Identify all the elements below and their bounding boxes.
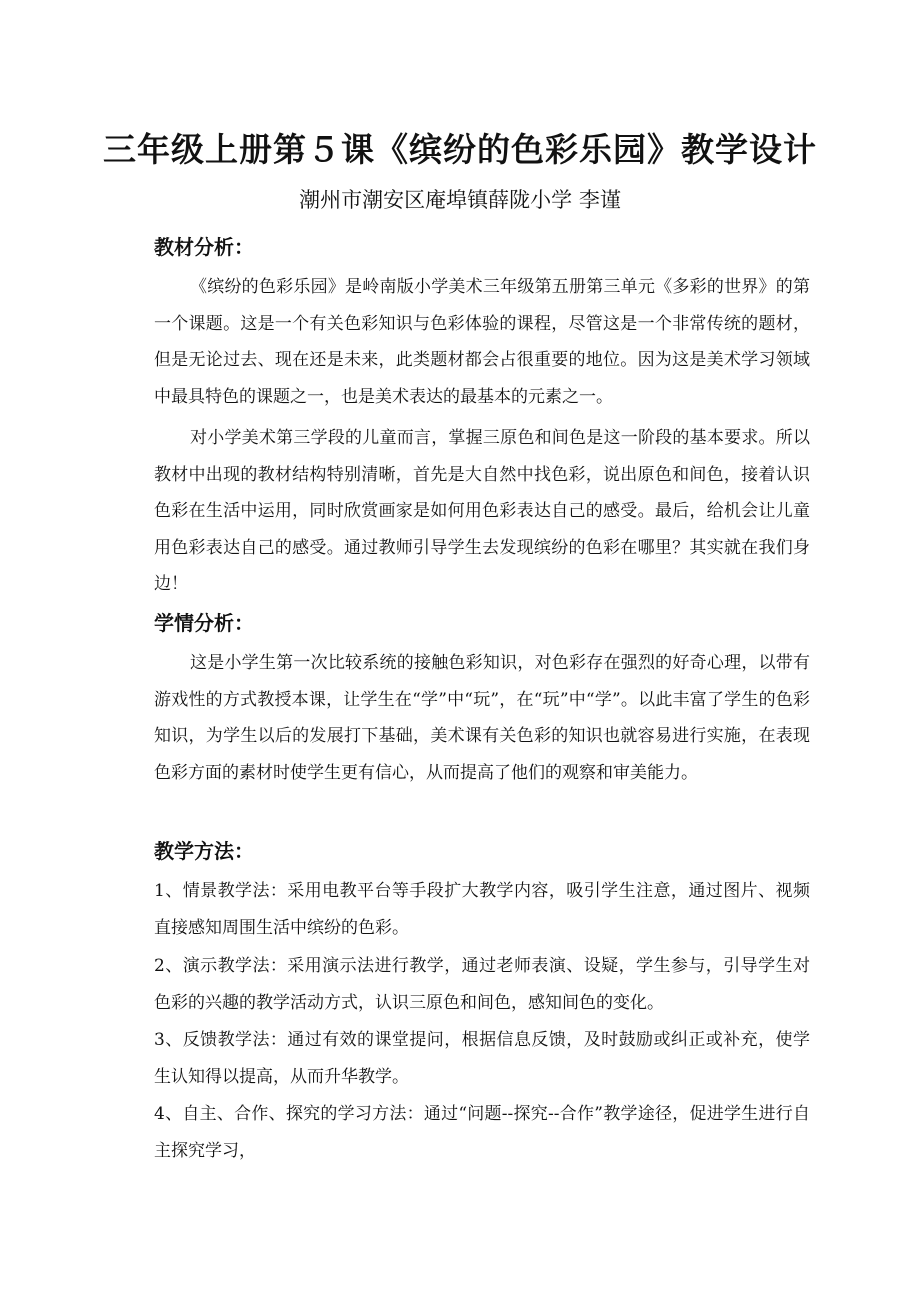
section-heading-student-analysis: 学情分析： — [154, 611, 254, 635]
paragraph-textbook-analysis-2: 对小学美术第三学段的儿童而言，掌握三原色和间色是这一阶段的基本要求。所以教材中出现的教材结构特别清晰，首先是大自然中找色彩，说出原色和间色，接着认识色彩在生活中运用，同时欣赏画家是如何用色彩表达自己的感受。最后，给机会让儿童用色彩表达自己的感受。通过教师引导学生去发现缤纷的色彩在哪里？其实就在我们身边！ — [154, 428, 810, 594]
method-item-4: 4、自主、合作、探究的学习方法：通过“问题--探究--合作”教学途径，促进学生进行自主探究学习， — [154, 1104, 810, 1161]
author-line: 潮州市潮安区庵埠镇薛陇小学 李谨 — [299, 188, 621, 212]
method-item-1: 1、情景教学法：采用电教平台等手段扩大教学内容，吸引学生注意，通过图片、视频直接感知周围生活中缤纷的色彩。 — [154, 881, 810, 938]
section-heading-teaching-methods: 教学方法： — [154, 839, 254, 863]
method-item-2: 2、演示教学法：采用演示法进行教学，通过老师表演、设疑，学生参与，引导学生对色彩的兴趣的教学活动方式，认识三原色和间色，感知间色的变化。 — [154, 956, 810, 1013]
paragraph-textbook-analysis-1: 《缤纷的色彩乐园》是岭南版小学美术三年级第五册第三单元《多彩的世界》的第一个课题。这是一个有关色彩知识与色彩体验的课程，尽管这是一个非常传统的题材，但是无论过去、现在还是未来，此类题材都会占很重要的地位。因为这是美术学习领域中最具特色的课题之一，也是美术表达的最基本的元素之一。 — [154, 277, 810, 407]
paragraph-student-analysis: 这是小学生第一次比较系统的接触色彩知识，对色彩存在强烈的好奇心理，以带有游戏性的方式教授本课，让学生在“学”中“玩”，在“玩”中“学”。以此丰富了学生的色彩知识，为学生以后的发展打下基础，美术课有关色彩的知识也就容易进行实施，在表现色彩方面的素材时使学生更有信心，从而提高了他们的观察和审美能力。 — [154, 653, 810, 783]
document-title: 三年级上册第５课《缤纷的色彩乐园》教学设计 — [103, 130, 817, 169]
section-heading-textbook-analysis: 教材分析： — [154, 235, 254, 259]
method-item-3: 3、反馈教学法：通过有效的课堂提问，根据信息反馈，及时鼓励或纠正或补充，使学生认知得以提高，从而升华教学。 — [154, 1030, 810, 1087]
